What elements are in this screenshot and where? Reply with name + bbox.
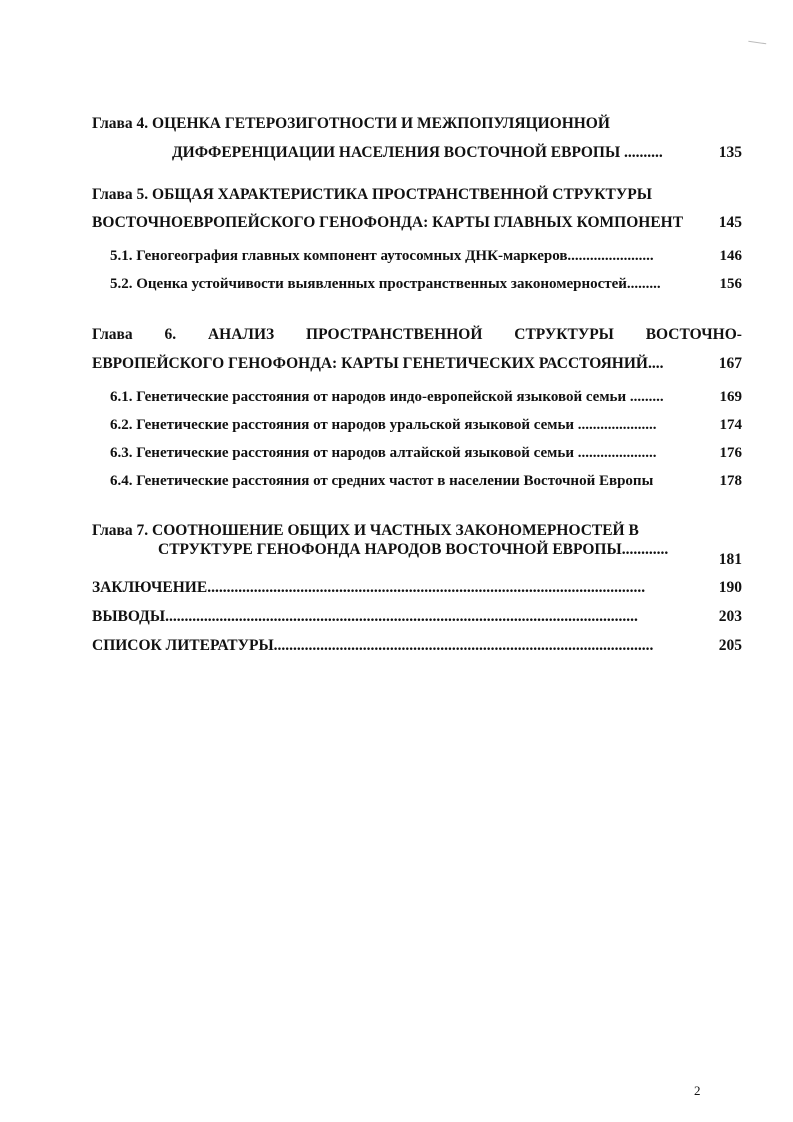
toc-section-6-2-page: 174 xyxy=(719,417,742,433)
toc-ch6-title-line1 xyxy=(92,325,742,345)
toc-section-5-2-page: 156 xyxy=(719,276,742,292)
toc-section-6-4-text: 6.4. Генетические расстояния от средних частот в населении Восточной Европы xyxy=(110,473,654,489)
toc-ch4-title-text1: Глава 4. ОЦЕНКА ГЕТЕРОЗИГОТНОСТИ И МЕЖПОПУЛЯЦИОННОЙ xyxy=(92,115,610,132)
toc-findings-page: 203 xyxy=(718,608,742,625)
toc-ch6-word: ВОСТОЧНО- xyxy=(645,326,742,343)
toc-section-5-1-page: 146 xyxy=(719,248,742,264)
toc-ch5-page: 145 xyxy=(718,214,742,231)
toc-ch4-page: 135 xyxy=(718,144,742,161)
toc-section-6-1-text: 6.1. Генетические расстояния от народов индо-европейской языковой семьи ......... xyxy=(110,389,664,405)
toc-section-6-4-page: 178 xyxy=(719,473,742,489)
toc-findings-text: ВЫВОДЫ.......................................................................................................................... xyxy=(92,608,638,625)
toc-ch6-title-text2: ЕВРОПЕЙСКОГО ГЕНОФОНДА: КАРТЫ ГЕНЕТИЧЕСКИХ РАССТОЯНИЙ.... xyxy=(92,355,664,372)
toc-ch6-page: 167 xyxy=(718,355,742,372)
toc-section-5-2-text: 5.2. Оценка устойчивости выявленных пространственных закономерностей......... xyxy=(110,276,661,292)
toc-ch7-title-text1: Глава 7. СООТНОШЕНИЕ ОБЩИХ И ЧАСТНЫХ ЗАКОНОМЕРНОСТЕЙ В xyxy=(92,522,639,539)
toc-ch6-word: АНАЛИЗ xyxy=(207,326,275,343)
toc-references-page: 205 xyxy=(718,637,742,654)
toc-ch6-word: Глава xyxy=(92,326,133,343)
toc-ch6-word: СТРУКТУРЫ xyxy=(514,326,614,343)
toc-ch5-title-text2: ВОСТОЧНОЕВРОПЕЙСКОГО ГЕНОФОНДА: КАРТЫ ГЛАВНЫХ КОМПОНЕНТ xyxy=(92,214,684,231)
toc-ch7-title-text2: СТРУКТУРЕ ГЕНОФОНДА НАРОДОВ ВОСТОЧНОЙ ЕВРОПЫ............ xyxy=(158,541,669,558)
toc-ch5-title-text1: Глава 5. ОБЩАЯ ХАРАКТЕРИСТИКА ПРОСТРАНСТВЕННОЙ СТРУКТУРЫ xyxy=(92,186,652,203)
toc-section-6-3-page: 176 xyxy=(719,445,742,461)
toc-references-text: СПИСОК ЛИТЕРАТУРЫ.................................................................................................. xyxy=(92,637,654,654)
toc-ch7-page: 181 xyxy=(718,551,742,568)
page-number: 2 xyxy=(694,1083,701,1098)
toc-section-6-2-text: 6.2. Генетические расстояния от народов уральской языковой семьи ..................... xyxy=(110,417,657,433)
toc-section-5-1-text: 5.1. Геногеография главных компонент аутосомных ДНК-маркеров....................... xyxy=(110,248,654,264)
toc-section-6-1-page: 169 xyxy=(719,389,742,405)
toc-conclusion-text: ЗАКЛЮЧЕНИЕ................................................................................................................. xyxy=(92,579,646,596)
toc-conclusion-page: 190 xyxy=(718,579,742,596)
toc-section-6-3-text: 6.3. Генетические расстояния от народов алтайской языковой семьи ..................... xyxy=(110,445,657,461)
toc-ch4-title-text2: ДИФФЕРЕНЦИАЦИИ НАСЕЛЕНИЯ ВОСТОЧНОЙ ЕВРОПЫ .......... xyxy=(172,144,663,161)
toc-ch6-word: 6. xyxy=(164,326,177,343)
toc-ch6-word: ПРОСТРАНСТВЕННОЙ xyxy=(306,326,483,343)
